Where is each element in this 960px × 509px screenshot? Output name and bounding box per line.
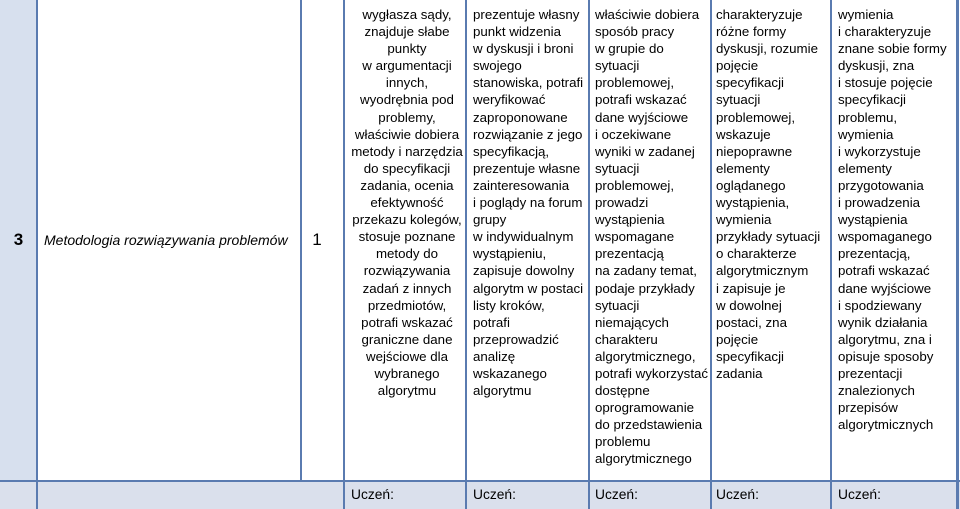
grid-line bbox=[710, 0, 712, 509]
topic-cell: Metodologia rozwiązywania problemów bbox=[44, 232, 288, 248]
grid-line bbox=[343, 0, 345, 509]
requirements-column-5: wymienia i charakteryzuje znane sobie formy dyskusji, zna i stosuje pojęcie specyfikacji problemu, wymienia i wykorzystuje elementy przygotowania i prowadzenia wystąpienia wspomaganego prezentacją, potrafi wskazać dane wyjściowe i spodziewany wynik działania algorytmu, zna i opisuje sposoby prezentacji znalezionych przepisów algorytmicznych bbox=[838, 7, 947, 433]
requirements-column-4: charakteryzuje różne formy dyskusji, rozumie pojęcie specyfikacji sytuacji problemowej, wskazuje niepoprawne elementy oglądanego wystąpienia, wymienia przykłady sytuacji o charakterze algorytmicznym i zapisuje je w dowolnej postaci, zna pojęcie specyfikacji zadania bbox=[716, 7, 821, 381]
requirements-column-2: prezentuje własny punkt widzenia w dyskusji i broni swojego stanowiska, potrafi weryfikować zaproponowane rozwiązanie z jego specyfikacją, prezentuje własne zainteresowania i poglądy na forum grupy w indywidualnym wystąpieniu, zapisuje dowolny algorytm w postaci listy kroków, potrafi przeprowadzić analizę wskazanego algorytmu bbox=[473, 7, 584, 399]
grid-line bbox=[36, 0, 38, 509]
requirements-column-3: właściwie dobiera sposób pracy w grupie do sytuacji problemowej, potrafi wskazać dane wyjściowe i oczekiwane wyniki w zadanej sytuacji problemowej, prowadzi wystąpienia wspomagane prezentacją na zadany temat, podaje przykłady sytuacji niemających charakteru algorytmicznego, potrafi wykorzystać dostępne oprogramowanie do przedstawienia problemu algorytmicznego bbox=[595, 7, 709, 467]
footer-label-4: Uczeń: bbox=[716, 487, 759, 502]
row-number: 3 bbox=[13, 230, 24, 249]
grid-line bbox=[0, 480, 960, 482]
requirements-column-1: wygłasza sądy, znajduje słabe punkty w argumentacji innych, wyodrębnia pod problemy, właściwie dobiera metody i narzędzia do specyfikacji zadania, ocenia efektywność przekazu kolegów, stosuje poznane metody do rozwiązywania zadań z innych przedmiotów, potrafi wskazać graniczne dane wejściowe dla wybranego algorytmu bbox=[351, 7, 463, 399]
footer-label-1: Uczeń: bbox=[351, 487, 394, 502]
grid-line bbox=[830, 0, 832, 509]
grid-line bbox=[956, 0, 959, 509]
hours-cell: 1 bbox=[312, 230, 322, 249]
footer-label-2: Uczeń: bbox=[473, 487, 516, 502]
footer-label-5: Uczeń: bbox=[838, 487, 881, 502]
footer-label-3: Uczeń: bbox=[595, 487, 638, 502]
grid-line bbox=[588, 0, 590, 509]
grid-line bbox=[465, 0, 467, 509]
grid-line bbox=[300, 0, 302, 482]
